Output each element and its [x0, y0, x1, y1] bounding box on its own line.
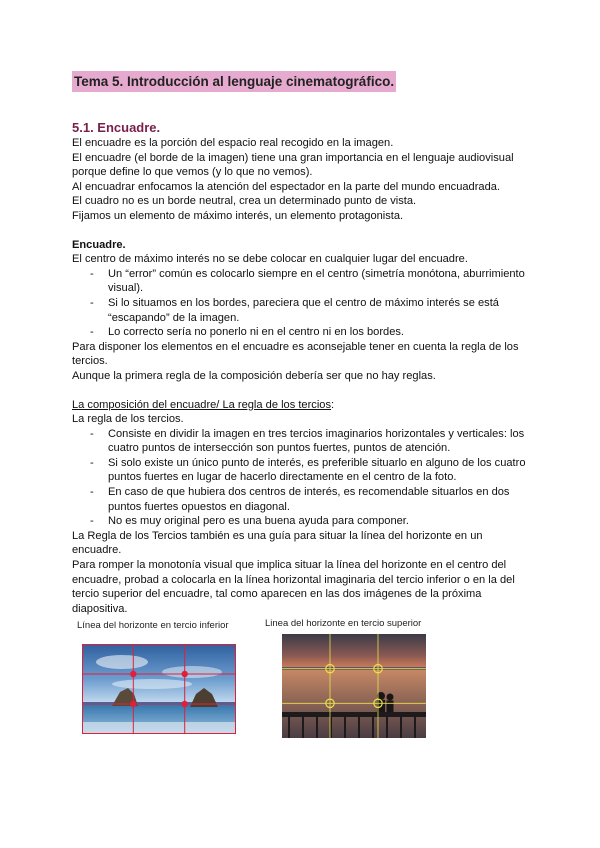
page-title: Tema 5. Introducción al lenguaje cinematográfico. — [72, 71, 396, 92]
content-body — [72, 120, 532, 616]
paragraph: La Regla de los Tercios también es una guía para situar la línea del horizonte en un encuadre. — [72, 529, 483, 557]
figure-caption-left: Línea del horizonte en tercio inferior — [77, 620, 229, 631]
bullet-list — [72, 267, 532, 340]
list-item: - Un “error” común es colocarlo siempre en el centro (simetría monótona, aburrimiento visual). — [72, 267, 532, 296]
paragraph: La regla de los tercios. — [72, 413, 184, 426]
heading-suffix: : — [331, 398, 335, 411]
list-item: - Consiste en dividir la imagen en tres tercios imaginarios horizontales y verticales: los cuatro puntos de intersección son puntos fuertes, puntos de atención. — [72, 427, 532, 456]
paragraph: El encuadre (el borde de la imagen) tiene una gran importancia en el lenguaje audiovisual porque define lo que vemos (y lo que no vemos). — [72, 151, 514, 179]
section-heading-regla-tercios — [72, 398, 532, 413]
sunset-pier-photo — [282, 634, 426, 738]
bullet-list — [72, 427, 532, 529]
list-item: - Si solo existe un único punto de interés, es preferible situarlo en alguno de los cuatro puntos fuertes en lugar de hacerlo directamente en el centro de la foto. — [72, 456, 532, 485]
paragraph: Fijamos un elemento de máximo interés, un elemento protagonista. — [72, 209, 404, 222]
list-item: - No es muy original pero es una buena ayuda para componer. — [72, 514, 532, 529]
seascape-photo — [82, 644, 236, 734]
list-item: - Si lo situamos en los bordes, pareciera que el centro de máximo interés se está “escapando” de la imagen. — [72, 296, 532, 325]
paragraph: El encuadre es la porción del espacio real recogido en la imagen. — [72, 137, 394, 149]
paragraph: El cuadro no es un borde neutral, crea un determinado punto de vista. — [72, 195, 417, 208]
underlined-heading: La composición del encuadre/ La regla de los tercios — [72, 398, 332, 411]
paragraph: El centro de máximo interés no se debe colocar en cualquier lugar del encuadre. — [72, 253, 468, 266]
paragraph: Para disponer los elementos en el encuadre es aconsejable tener en cuenta la regla de los tercios. — [72, 340, 519, 368]
paragraph: Al encuadrar enfocamos la atención del espectador en la parte del mundo encuadrada. — [72, 180, 501, 193]
paragraph: Aunque la primera regla de la composición debería ser que no hay reglas. — [72, 369, 436, 382]
figure-caption-right: Linea del horizonte en tercio superior — [265, 618, 422, 629]
list-item: - Lo correcto sería no ponerlo ni en el centro ni en los bordes. — [72, 325, 532, 340]
paragraph: Para romper la monotonía visual que implica situar la línea del horizonte en el centro del encuadre, probad a colocarla en la línea horizontal imaginaria del tercio inferior o en la del tercio superior del encuadre, tal como aparecen en las dos imágenes de la próxima diapositiva. — [72, 559, 515, 615]
list-item: - En caso de que hubiera dos centros de interés, es recomendable situarlos en dos puntos fuertes opuestos en diagonal. — [72, 485, 532, 514]
section-heading-encuadre-2: Encuadre. — [72, 238, 126, 251]
section-heading-encuadre-1: 5.1. Encuadre. — [72, 120, 161, 135]
example-figures — [72, 616, 532, 746]
